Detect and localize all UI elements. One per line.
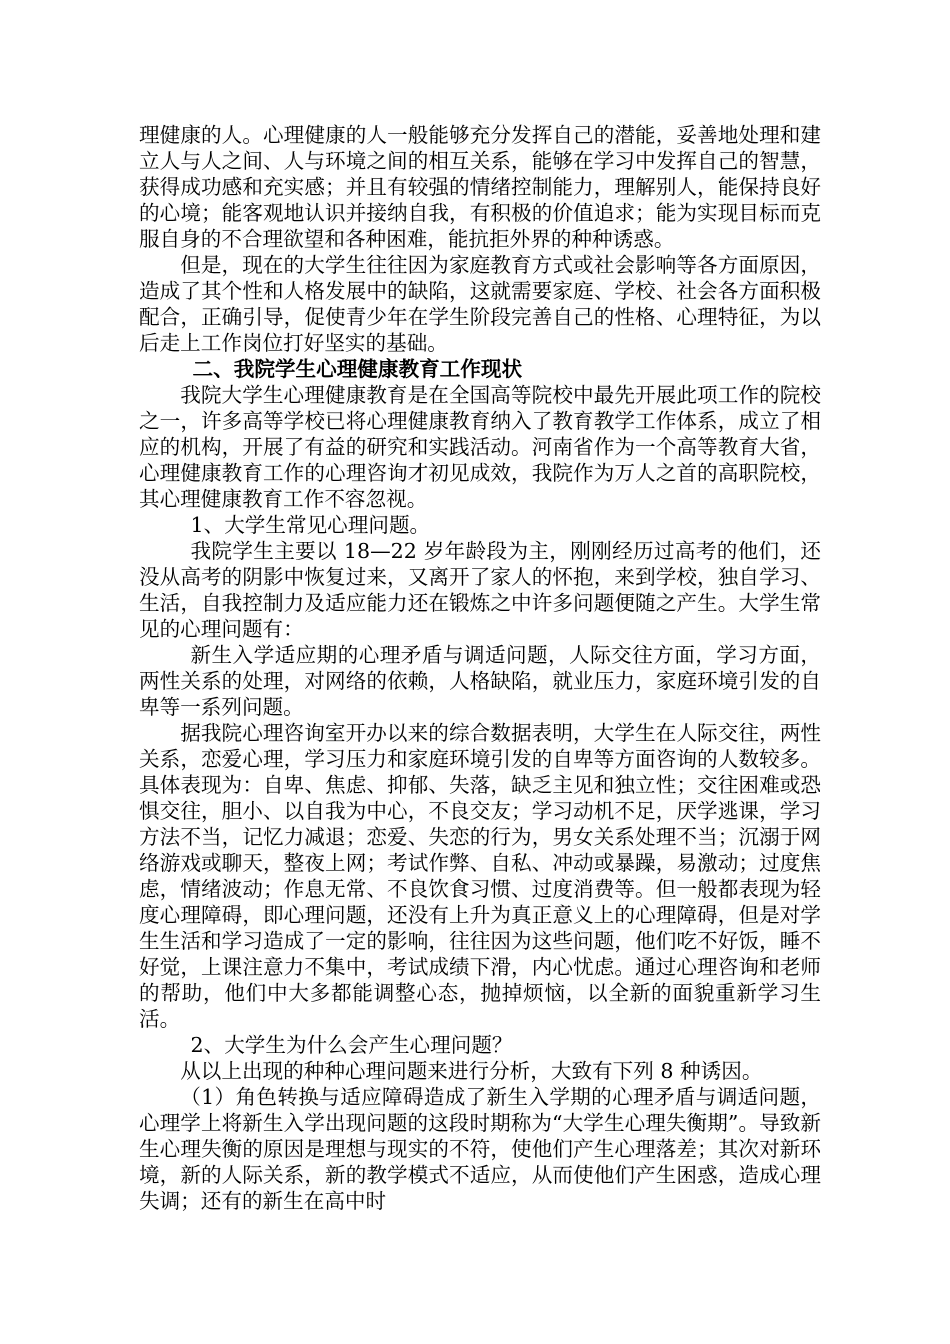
subheading-common-problems: 1、大学生常见心理问题。 xyxy=(190,513,431,537)
section-heading-current-status: 二、我院学生心理健康教育工作现状 xyxy=(192,357,523,381)
paragraph-college-education: 我院大学生心理健康教育是在全国高等院校中最先开展此项工作的院校之一，许多高等学校已将心理健康教育纳入了教育教学工作体系，成立了相应的机构，开展了有益的研究和实践活动。河南省作为一个高等教育大省，心理健康教育工作的心理咨询才初见成效，我院作为万人之首的高职院校，其心理健康教育工作不容忽视。 xyxy=(139,383,821,511)
paragraph-healthy-person: 理健康的人。心理健康的人一般能够充分发挥自己的潜能，妥善地处理和建立人与人之间、人与环境之间的相互关系，能够在学习中发挥自己的智慧，获得成功感和充实感；并且有较强的情绪控制能力，理解别人，能保持良好的心境；能客观地认识并接纳自我，有积极的价值追求；能为实现目标而克服自身的不合理欲望和各种困难，能抗拒外界的种种诱惑。 xyxy=(139,123,821,251)
paragraph-role-transition: （1）角色转换与适应障碍造成了新生入学期的心理矛盾与调适问题，心理学上将新生入学出现问题的这段时期称为“大学生心理失衡期”。导致新生心理失衡的原因是理想与现实的不符，使他们产生心理落差；其次对新环境，新的人际关系，新的教学模式不适应，从而使他们产生困惑，造成心理失调；还有的新生在高中时 xyxy=(139,1085,821,1213)
subheading-why-problems: 2、大学生为什么会产生心理问题？ xyxy=(190,1033,513,1057)
paragraph-but-now: 但是，现在的大学生往往因为家庭教育方式或社会影响等各方面原因，造成了其个性和人格发展中的缺陷，这就需要家庭、学校、社会各方面积极配合，正确引导，促使青少年在学生阶段完善自己的性格、心理特征，为以后走上工作岗位打好坚实的基础。 xyxy=(139,253,821,355)
document-page xyxy=(139,122,821,1214)
paragraph-eight-causes: 从以上出现的种种心理问题来进行分析，大致有下列 8 种诱因。 xyxy=(180,1059,763,1083)
paragraph-counseling-data: 据我院心理咨询室开办以来的综合数据表明，大学生在人际交往，两性关系，恋爱心理，学习压力和家庭环境引发的自卑等方面咨询的人数较多。具体表现为：自卑、焦虑、抑郁、失落，缺乏主见和独立性；交往困难或恐惧交往，胆小、以自我为中心，不良交友；学习动机不足，厌学逃课，学习方法不当，记忆力减退；恋爱、失恋的行为，男女关系处理不当；沉溺于网络游戏或聊天，整夜上网；考试作弊、自私、冲动或暴躁，易激动；过度焦虑，情绪波动；作息无常、不良饮食习惯、过度消费等。但一般都表现为轻度心理障碍，即心理问题，还没有上升为真正意义上的心理障碍，但是对学生生活和学习造成了一定的影响，往往因为这些问题，他们吃不好饭，睡不好觉，上课注意力不集中，考试成绩下滑，内心忧虑。通过心理咨询和老师的帮助，他们中大多都能调整心态，抛掉烦恼，以全新的面貌重新学习生活。 xyxy=(139,721,821,1031)
paragraph-age-group: 我院学生主要以 18—22 岁年龄段为主，刚刚经历过高考的他们，还没从高考的阴影中恢复过来，又离开了家人的怀抱，来到学校，独自学习、生活，自我控制力及适应能力还在锻炼之中许多问题便随之产生。大学生常见的心理问题有： xyxy=(139,539,821,641)
paragraph-problem-list: 新生入学适应期的心理矛盾与调适问题，人际交往方面，学习方面，两性关系的处理，对网络的依赖，人格缺陷，就业压力，家庭环境引发的自卑等一系列问题。 xyxy=(139,643,821,719)
